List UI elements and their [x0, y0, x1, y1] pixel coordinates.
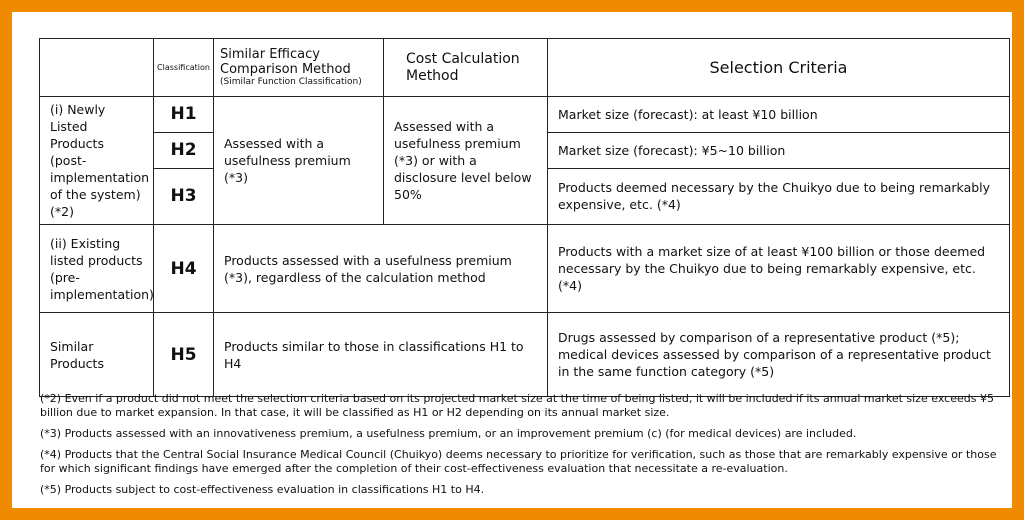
header-cost-line1: Cost Calculation [406, 50, 520, 67]
class-h1: H1 [154, 97, 214, 133]
h4-method: Products assessed with a usefulness premium (*3), regardless of the calculation method [214, 225, 548, 313]
h5-method: Products similar to those in classifications H1 to H4 [214, 313, 548, 397]
group-similar-products: Similar Products [40, 313, 154, 397]
h1-criteria: Market size (forecast): at least ¥10 billion [548, 97, 1010, 133]
header-empty-cell [40, 39, 154, 97]
class-h5: H5 [154, 313, 214, 397]
footnotes [40, 392, 1012, 504]
new-cost-method: Assessed with a usefulness premium (*3) or with a disclosure level below 50% [384, 97, 548, 225]
h3-criteria: Products deemed necessary by the Chuikyo due to being remarkably expensive, etc. (*4) [548, 168, 1010, 224]
group-existing-listed: (ii) Existing listed products (pre-implementation) [40, 225, 154, 313]
h2-criteria: Market size (forecast): ¥5~10 billion [548, 132, 1010, 168]
header-similar-efficacy-sub: (Similar Function Classification) [220, 77, 362, 87]
table-header-row [40, 39, 1010, 97]
class-h2: H2 [154, 132, 214, 168]
h5-criteria: Drugs assessed by comparison of a representative product (*5); medical devices assessed by comparison of a representative product in the same function category (*5) [548, 313, 1010, 397]
header-similar-efficacy-line2: Comparison Method [220, 62, 351, 77]
class-h4: H4 [154, 225, 214, 313]
class-h3: H3 [154, 168, 214, 224]
footnote-2: (*2) Even if a product did not meet the selection criteria based on its projected market size at the time of being listed, it will be included if its annual market size exceeds ¥5 billion due to market expansion. In that case, it will be classified as H1 or H2 depending on its annual market size. [40, 392, 994, 419]
table-row-h5 [40, 313, 1010, 397]
header-classification: Classification [154, 39, 214, 97]
header-similar-efficacy-line1: Similar Efficacy [220, 47, 320, 62]
selection-criteria-table [39, 38, 1010, 397]
footnote-4: (*4) Products that the Central Social Insurance Medical Council (Chuikyo) deems necessary to prioritize for verification, such as those that are remarkably expensive or those for which significant findings have emerged after the completion of their cost-effectiveness evaluation that necessitate a re-evaluation. [40, 448, 997, 475]
footnote-5: (*5) Products subject to cost-effectiveness evaluation in classifications H1 to H4. [40, 483, 485, 496]
header-cost-line2: Method [406, 67, 459, 84]
header-selection-criteria: Selection Criteria [548, 39, 1010, 97]
group-newly-listed: (i) Newly Listed Products (post-implementation of the system) (*2) [40, 97, 154, 225]
new-efficacy-method: Assessed with a usefulness premium (*3) [214, 97, 384, 225]
h4-criteria: Products with a market size of at least ¥100 billion or those deemed necessary by the Chuikyo due to being remarkably expensive, etc. (*4) [548, 225, 1010, 313]
header-similar-efficacy [214, 39, 384, 97]
header-cost-calculation [384, 39, 548, 97]
table-row-h4 [40, 225, 1010, 313]
footnote-3: (*3) Products assessed with an innovativeness premium, a usefulness premium, or an improvement premium (c) (for medical devices) are included. [40, 427, 857, 440]
table-row-h1 [40, 97, 1010, 133]
